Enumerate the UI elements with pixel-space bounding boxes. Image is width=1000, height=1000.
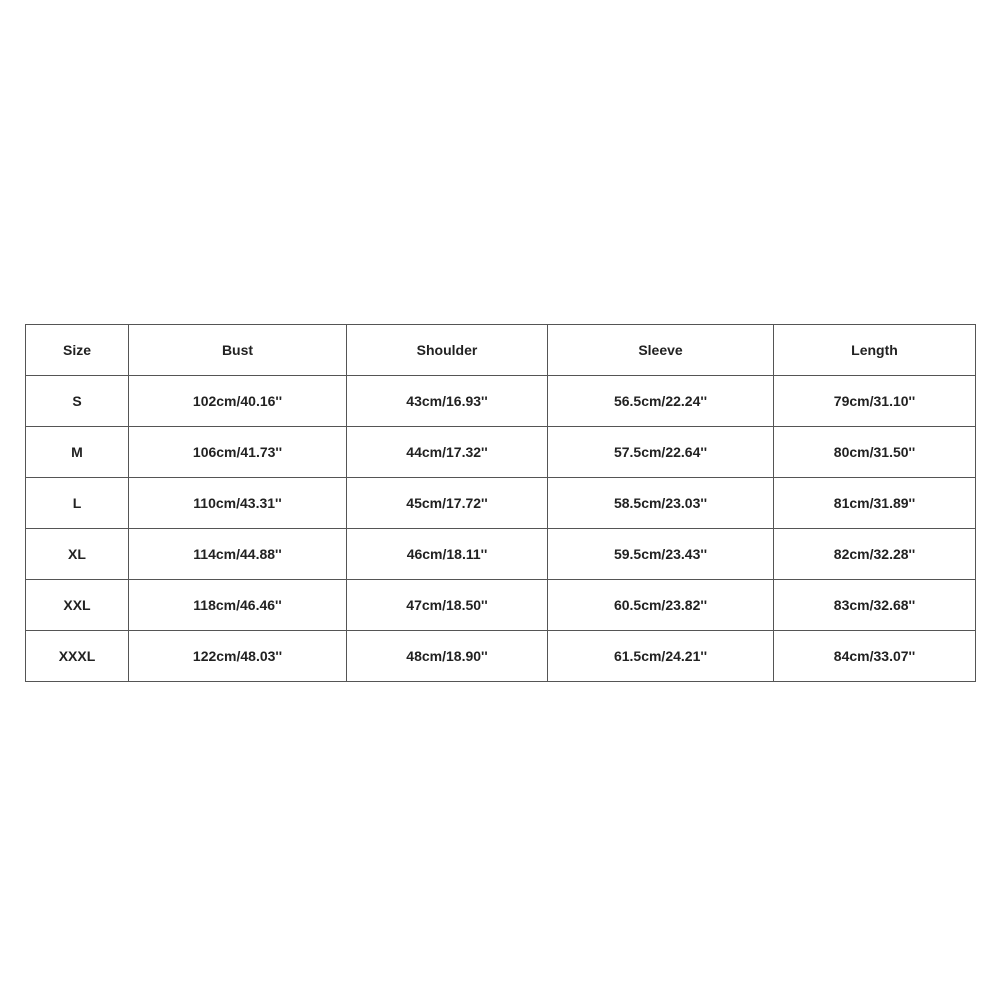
cell-sleeve: 58.5cm/23.03''	[548, 478, 774, 529]
table-row	[26, 427, 976, 478]
cell-length: 82cm/32.28''	[774, 529, 976, 580]
cell-size: S	[26, 376, 129, 427]
cell-bust: 106cm/41.73''	[129, 427, 347, 478]
header-sleeve: Sleeve	[548, 325, 774, 376]
cell-size: XXXL	[26, 631, 129, 682]
size-chart-body	[26, 376, 976, 682]
header-bust: Bust	[129, 325, 347, 376]
header-size: Size	[26, 325, 129, 376]
cell-bust: 118cm/46.46''	[129, 580, 347, 631]
header-shoulder: Shoulder	[347, 325, 548, 376]
cell-shoulder: 45cm/17.72''	[347, 478, 548, 529]
header-row	[26, 325, 976, 376]
cell-sleeve: 57.5cm/22.64''	[548, 427, 774, 478]
cell-length: 80cm/31.50''	[774, 427, 976, 478]
cell-shoulder: 44cm/17.32''	[347, 427, 548, 478]
cell-sleeve: 60.5cm/23.82''	[548, 580, 774, 631]
cell-size: XXL	[26, 580, 129, 631]
cell-shoulder: 47cm/18.50''	[347, 580, 548, 631]
cell-size: XL	[26, 529, 129, 580]
cell-shoulder: 48cm/18.90''	[347, 631, 548, 682]
size-chart-header	[26, 325, 976, 376]
cell-bust: 114cm/44.88''	[129, 529, 347, 580]
cell-sleeve: 61.5cm/24.21''	[548, 631, 774, 682]
size-chart-table	[25, 324, 976, 682]
table-row	[26, 529, 976, 580]
header-length: Length	[774, 325, 976, 376]
table-row	[26, 631, 976, 682]
cell-length: 81cm/31.89''	[774, 478, 976, 529]
cell-length: 79cm/31.10''	[774, 376, 976, 427]
cell-shoulder: 46cm/18.11''	[347, 529, 548, 580]
table-row	[26, 376, 976, 427]
cell-bust: 122cm/48.03''	[129, 631, 347, 682]
cell-sleeve: 59.5cm/23.43''	[548, 529, 774, 580]
cell-size: M	[26, 427, 129, 478]
table-row	[26, 580, 976, 631]
cell-sleeve: 56.5cm/22.24''	[548, 376, 774, 427]
cell-bust: 110cm/43.31''	[129, 478, 347, 529]
cell-length: 84cm/33.07''	[774, 631, 976, 682]
cell-bust: 102cm/40.16''	[129, 376, 347, 427]
cell-shoulder: 43cm/16.93''	[347, 376, 548, 427]
cell-length: 83cm/32.68''	[774, 580, 976, 631]
cell-size: L	[26, 478, 129, 529]
table-row	[26, 478, 976, 529]
